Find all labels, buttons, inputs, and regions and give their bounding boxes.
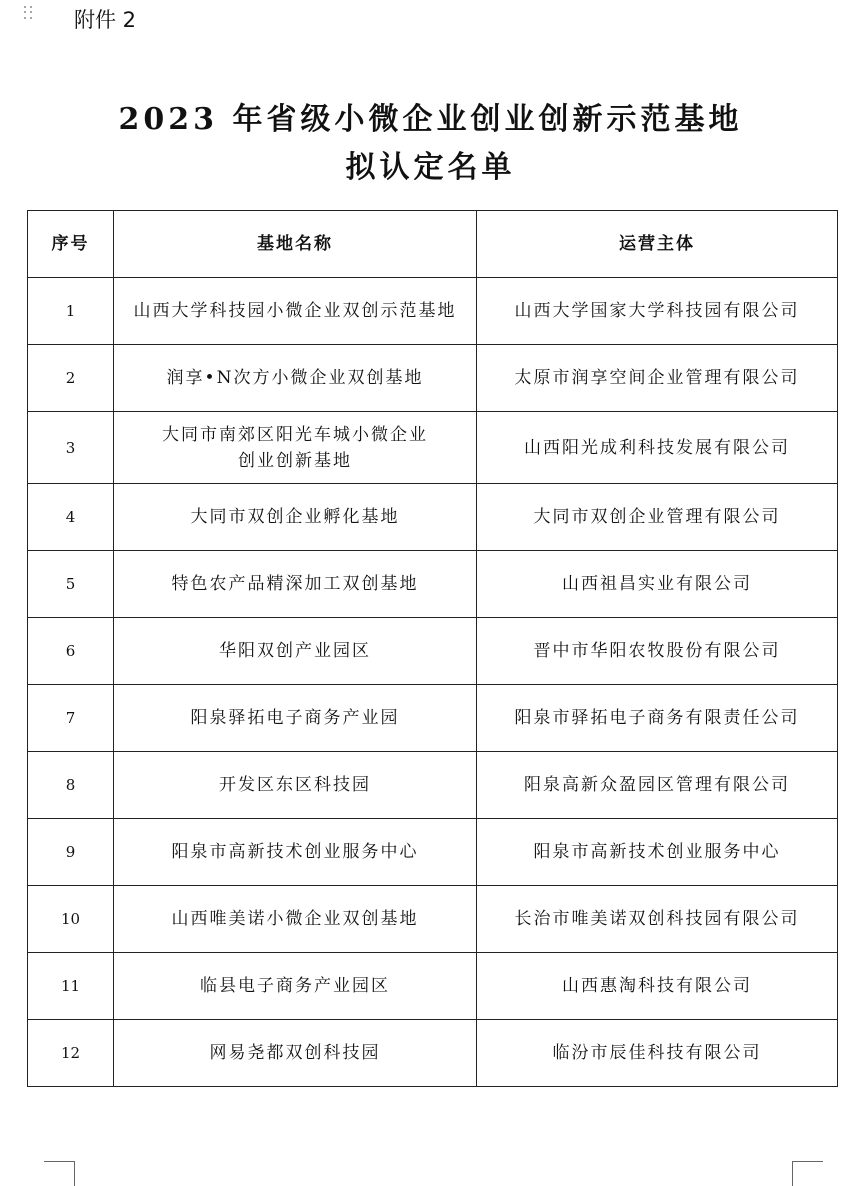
table-row [28,551,838,618]
cell-operator: 阳泉市驿拓电子商务有限责任公司 [477,685,838,752]
cell-seq: 11 [28,953,114,1020]
document-title-line1: 2023 年省级小微企业创业创新示范基地 [118,102,743,137]
column-header-seq: 序号 [28,211,114,278]
cell-base-name: 华阳双创产业园区 [114,618,477,685]
page-corner-mark-right [792,1161,823,1186]
table-row [28,278,838,345]
drag-handle-icon[interactable] [24,6,34,20]
cell-base-name: 山西大学科技园小微企业双创示范基地 [114,278,477,345]
cell-operator: 晋中市华阳农牧股份有限公司 [477,618,838,685]
cell-base-name: 阳泉驿拓电子商务产业园 [114,685,477,752]
cell-base-name [114,412,477,484]
cell-base-name: 开发区东区科技园 [114,752,477,819]
table-row [28,412,838,484]
cell-operator: 临汾市辰佳科技有限公司 [477,1020,838,1087]
cell-base-name: 大同市双创企业孵化基地 [114,484,477,551]
table-row [28,1020,838,1087]
table-row [28,685,838,752]
table-row [28,484,838,551]
cell-base-name-line1: 大同市南郊区阳光车城小微企业 [162,424,428,445]
cell-operator: 山西大学国家大学科技园有限公司 [477,278,838,345]
cell-operator: 山西阳光成利科技发展有限公司 [477,412,838,484]
cell-operator: 太原市润享空间企业管理有限公司 [477,345,838,412]
cell-operator: 山西惠淘科技有限公司 [477,953,838,1020]
cell-operator: 阳泉市高新技术创业服务中心 [477,819,838,886]
cell-seq: 10 [28,886,114,953]
cell-seq: 5 [28,551,114,618]
cell-base-name-line2: 创业创新基地 [238,450,352,471]
cell-seq: 6 [28,618,114,685]
table-header-row [28,211,838,278]
cell-seq: 8 [28,752,114,819]
cell-seq: 1 [28,278,114,345]
cell-base-name: 网易尧都双创科技园 [114,1020,477,1087]
cell-operator: 长治市唯美诺双创科技园有限公司 [477,886,838,953]
cell-seq: 4 [28,484,114,551]
cell-base-name: 临县电子商务产业园区 [114,953,477,1020]
cell-seq: 9 [28,819,114,886]
cell-seq: 3 [28,412,114,484]
table-row [28,345,838,412]
cell-base-name: 阳泉市高新技术创业服务中心 [114,819,477,886]
cell-seq: 12 [28,1020,114,1087]
table-row [28,819,838,886]
cell-base-name: 特色农产品精深加工双创基地 [114,551,477,618]
cell-base-name: 润享•N次方小微企业双创基地 [114,345,477,412]
attachment-label: 附件 2 [74,8,137,32]
column-header-operator: 运营主体 [477,211,838,278]
column-header-base-name: 基地名称 [114,211,477,278]
table-row [28,953,838,1020]
cell-base-name: 山西唯美诺小微企业双创基地 [114,886,477,953]
table-row [28,752,838,819]
cell-operator: 阳泉高新众盈园区管理有限公司 [477,752,838,819]
cell-seq: 2 [28,345,114,412]
base-list-table [27,210,838,1087]
cell-operator: 大同市双创企业管理有限公司 [477,484,838,551]
document-title-line2: 拟认定名单 [345,150,516,185]
cell-seq: 7 [28,685,114,752]
page-corner-mark-left [44,1161,75,1186]
table-row [28,618,838,685]
table-row [28,886,838,953]
cell-operator: 山西祖昌实业有限公司 [477,551,838,618]
